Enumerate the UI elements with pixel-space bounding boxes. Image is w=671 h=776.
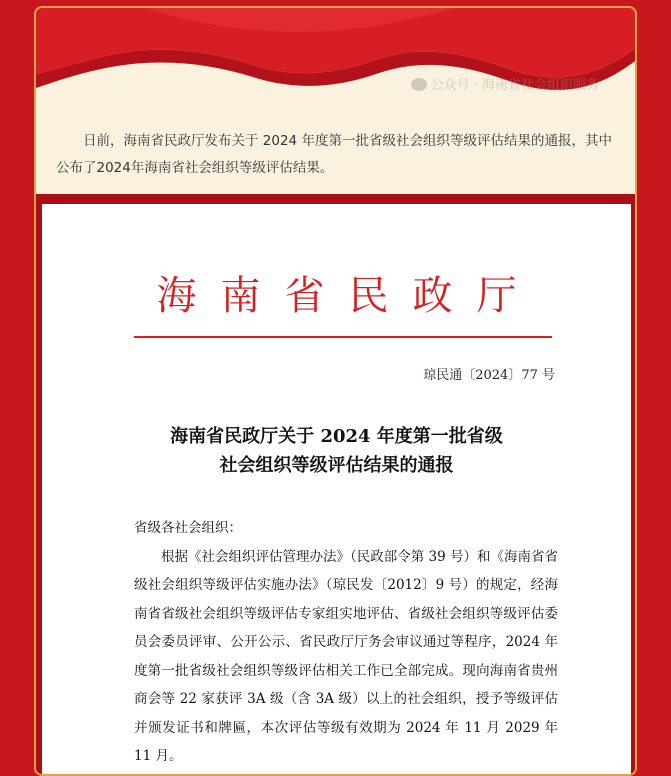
wechat-icon bbox=[411, 78, 427, 91]
title-line-1: 海南省民政厅关于 2024 年度第一批省级 bbox=[170, 426, 503, 447]
title-line-2: 社会组织等级评估结果的通报 bbox=[219, 455, 454, 476]
watermark: 公众号 · 海南省社会组织服务 bbox=[411, 74, 599, 93]
document-image bbox=[42, 204, 631, 776]
document-number: 琼民通〔2024〕77 号 bbox=[423, 368, 555, 383]
red-divider-line bbox=[134, 336, 552, 338]
document-title bbox=[42, 422, 631, 480]
agency-header: 海南省民政厅 bbox=[156, 273, 541, 319]
intro-paragraph: 日前，海南省民政厅发布关于 2024 年度第一批省级社会组织等级评估结果的通报，其中公布了2024年海南省社会组织等级评估结果。 bbox=[56, 133, 612, 176]
document-body bbox=[134, 514, 558, 771]
article-frame bbox=[34, 6, 637, 776]
body-paragraph: 根据《社会组织评估管理办法》（民政部令第 39 号）和《海南省省级社会组织等级评估实施办法》（琼民发〔2012〕9 号）的规定，经海南省省级社会组织等级评估专家组实地评估、省级社会组织等级评估委员会委员评审、公开公示、省民政厅厅务会审议通过等程序，2024 年度第一批省级社会组织等级评估相关工作已全部完成。现向海南省贵州商会等 22 家获评 3A 级（含 3A 级）以上的社会组织，授予等级评估并颁发证书和牌匾，本次评估等级有效期为 2024 年 11 月 2029 年 11 月。 bbox=[134, 548, 559, 764]
red-ribbon-graphic bbox=[36, 8, 637, 118]
ribbon-banner bbox=[36, 8, 635, 118]
intro-text-block bbox=[36, 118, 635, 194]
salutation: 省级各社会组织： bbox=[134, 520, 242, 536]
